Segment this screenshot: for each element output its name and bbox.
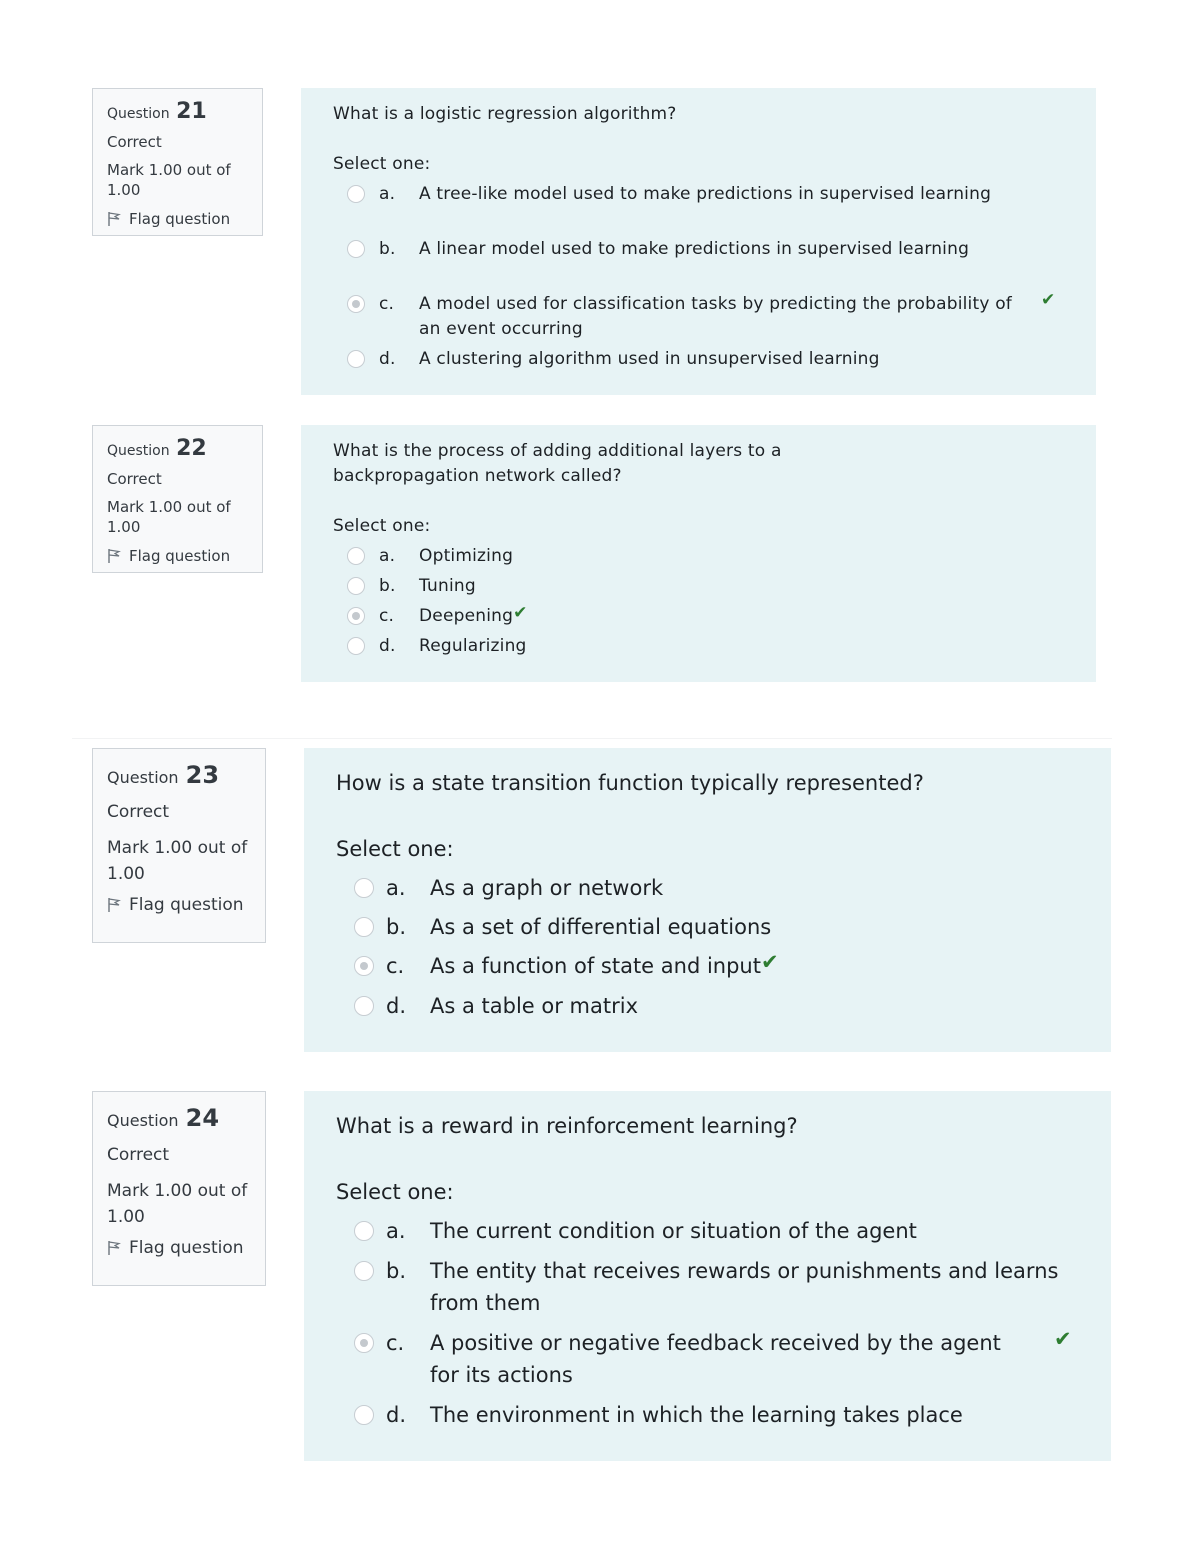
question-content xyxy=(304,1091,1111,1461)
radio-icon[interactable] xyxy=(347,350,365,368)
flag-question-link[interactable] xyxy=(107,547,250,565)
answer-option-b[interactable] xyxy=(345,574,1066,599)
flag-icon xyxy=(107,548,121,564)
question-label: Question xyxy=(107,443,170,459)
radio-icon[interactable] xyxy=(347,607,365,625)
radio-icon[interactable] xyxy=(347,547,365,565)
option-text: The current condition or situation of the agent xyxy=(430,1219,917,1243)
answer-option-a[interactable] xyxy=(345,544,1066,569)
select-one-prompt: Select one: xyxy=(333,516,431,536)
question-text: What is the process of adding additional layers to a backpropagation network called? xyxy=(333,441,782,486)
answer-option-d[interactable] xyxy=(348,990,1081,1022)
option-text: As a function of state and input xyxy=(430,954,761,978)
answer-option-b[interactable] xyxy=(348,911,1081,943)
option-letter: d. xyxy=(386,994,407,1018)
option-text: A positive or negative feedback received by the agent for its actions xyxy=(430,1331,1001,1387)
option-letter: a. xyxy=(379,546,396,566)
flag-question-link[interactable] xyxy=(107,895,253,915)
check-icon: ✔ xyxy=(513,603,528,623)
page-divider xyxy=(72,738,1112,739)
question-number xyxy=(107,761,253,789)
select-one-prompt: Select one: xyxy=(336,1180,454,1204)
option-letter: c. xyxy=(386,954,405,978)
option-text: The environment in which the learning takes place xyxy=(430,1403,963,1427)
question-content xyxy=(301,425,1096,682)
option-letter: d. xyxy=(379,349,396,369)
question-number-value: 21 xyxy=(176,99,207,124)
radio-icon[interactable] xyxy=(354,956,374,976)
question-label: Question xyxy=(107,106,170,122)
radio-icon[interactable] xyxy=(354,1405,374,1425)
option-letter: b. xyxy=(379,576,396,596)
flag-question-label: Flag question xyxy=(129,1238,244,1258)
question-state: Correct xyxy=(107,470,162,488)
answer-option-c[interactable] xyxy=(345,292,1066,342)
question-grade: Mark 1.00 out of 1.00 xyxy=(107,161,231,199)
option-letter: d. xyxy=(386,1403,407,1427)
option-text: As a set of differential equations xyxy=(430,915,772,939)
radio-icon[interactable] xyxy=(354,1221,374,1241)
option-letter: c. xyxy=(379,606,395,626)
option-letter: b. xyxy=(379,239,396,259)
check-icon: ✔ xyxy=(760,950,779,974)
question-label: Question xyxy=(107,1111,179,1130)
option-letter: a. xyxy=(379,184,396,204)
question-state: Correct xyxy=(107,1145,170,1165)
flag-icon xyxy=(107,1240,121,1256)
radio-icon[interactable] xyxy=(354,996,374,1016)
option-letter: b. xyxy=(386,915,407,939)
question-text: What is a reward in reinforcement learning? xyxy=(336,1114,798,1138)
option-text: Deepening xyxy=(419,606,514,626)
option-letter: d. xyxy=(379,636,396,656)
answer-option-c[interactable] xyxy=(348,1327,1081,1391)
check-icon: ✔ xyxy=(1054,1327,1072,1351)
answer-option-a[interactable] xyxy=(348,1215,1081,1247)
option-text: As a table or matrix xyxy=(430,994,639,1018)
radio-icon[interactable] xyxy=(347,295,365,313)
question-info xyxy=(92,1091,266,1286)
flag-question-link[interactable] xyxy=(107,210,250,228)
question-number-value: 23 xyxy=(185,761,220,789)
answer-option-a[interactable] xyxy=(345,182,1066,207)
select-one-prompt: Select one: xyxy=(333,154,431,174)
question-number xyxy=(107,1104,253,1132)
option-text: As a graph or network xyxy=(430,876,664,900)
question-content xyxy=(301,88,1096,395)
question-grade: Mark 1.00 out of 1.00 xyxy=(107,1181,248,1227)
question-state: Correct xyxy=(107,133,162,151)
flag-question-link[interactable] xyxy=(107,1238,253,1258)
radio-icon[interactable] xyxy=(347,240,365,258)
radio-icon[interactable] xyxy=(347,637,365,655)
question-grade: Mark 1.00 out of 1.00 xyxy=(107,838,248,884)
option-text: Regularizing xyxy=(419,636,527,656)
answer-option-c[interactable] xyxy=(345,604,1066,629)
question-state: Correct xyxy=(107,802,170,822)
question-number-value: 24 xyxy=(185,1104,220,1132)
question-number xyxy=(107,99,250,124)
flag-question-label: Flag question xyxy=(129,210,231,228)
radio-icon[interactable] xyxy=(354,1333,374,1353)
question-info xyxy=(92,88,263,236)
option-letter: a. xyxy=(386,876,406,900)
radio-icon[interactable] xyxy=(354,917,374,937)
flag-icon xyxy=(107,211,121,227)
option-text: A model used for classification tasks by predicting the probability of an event occurring xyxy=(419,294,1012,339)
answer-option-b[interactable] xyxy=(345,237,1066,262)
select-one-prompt: Select one: xyxy=(336,837,454,861)
question-info xyxy=(92,748,266,943)
option-text: A clustering algorithm used in unsupervised learning xyxy=(419,349,880,369)
option-text: A tree-like model used to make predictions in supervised learning xyxy=(419,184,992,204)
question-text: How is a state transition function typically represented? xyxy=(336,771,924,795)
option-letter: c. xyxy=(386,1331,405,1355)
radio-icon[interactable] xyxy=(354,1261,374,1281)
option-letter: c. xyxy=(379,294,395,314)
radio-icon[interactable] xyxy=(354,878,374,898)
question-grade: Mark 1.00 out of 1.00 xyxy=(107,498,231,536)
flag-icon xyxy=(107,897,121,913)
option-text: Optimizing xyxy=(419,546,514,566)
answer-option-b[interactable] xyxy=(348,1255,1081,1319)
answer-option-d[interactable] xyxy=(345,634,1066,659)
check-icon: ✔ xyxy=(1041,290,1056,310)
answer-option-d[interactable] xyxy=(348,1399,1081,1431)
option-text: Tuning xyxy=(419,576,476,596)
option-letter: a. xyxy=(386,1219,406,1243)
question-number xyxy=(107,436,250,461)
question-text: What is a logistic regression algorithm? xyxy=(333,104,677,124)
radio-icon[interactable] xyxy=(347,577,365,595)
answer-option-d[interactable] xyxy=(345,347,1066,372)
flag-question-label: Flag question xyxy=(129,547,231,565)
question-number-value: 22 xyxy=(176,436,207,461)
question-content xyxy=(304,748,1111,1052)
radio-icon[interactable] xyxy=(347,185,365,203)
question-info xyxy=(92,425,263,573)
answer-option-a[interactable] xyxy=(348,872,1081,904)
option-text: The entity that receives rewards or punishments and learns from them xyxy=(430,1259,1059,1315)
option-text: A linear model used to make predictions in supervised learning xyxy=(419,239,970,259)
answer-option-c[interactable] xyxy=(348,950,1081,982)
flag-question-label: Flag question xyxy=(129,895,244,915)
question-label: Question xyxy=(107,768,179,787)
option-letter: b. xyxy=(386,1259,407,1283)
